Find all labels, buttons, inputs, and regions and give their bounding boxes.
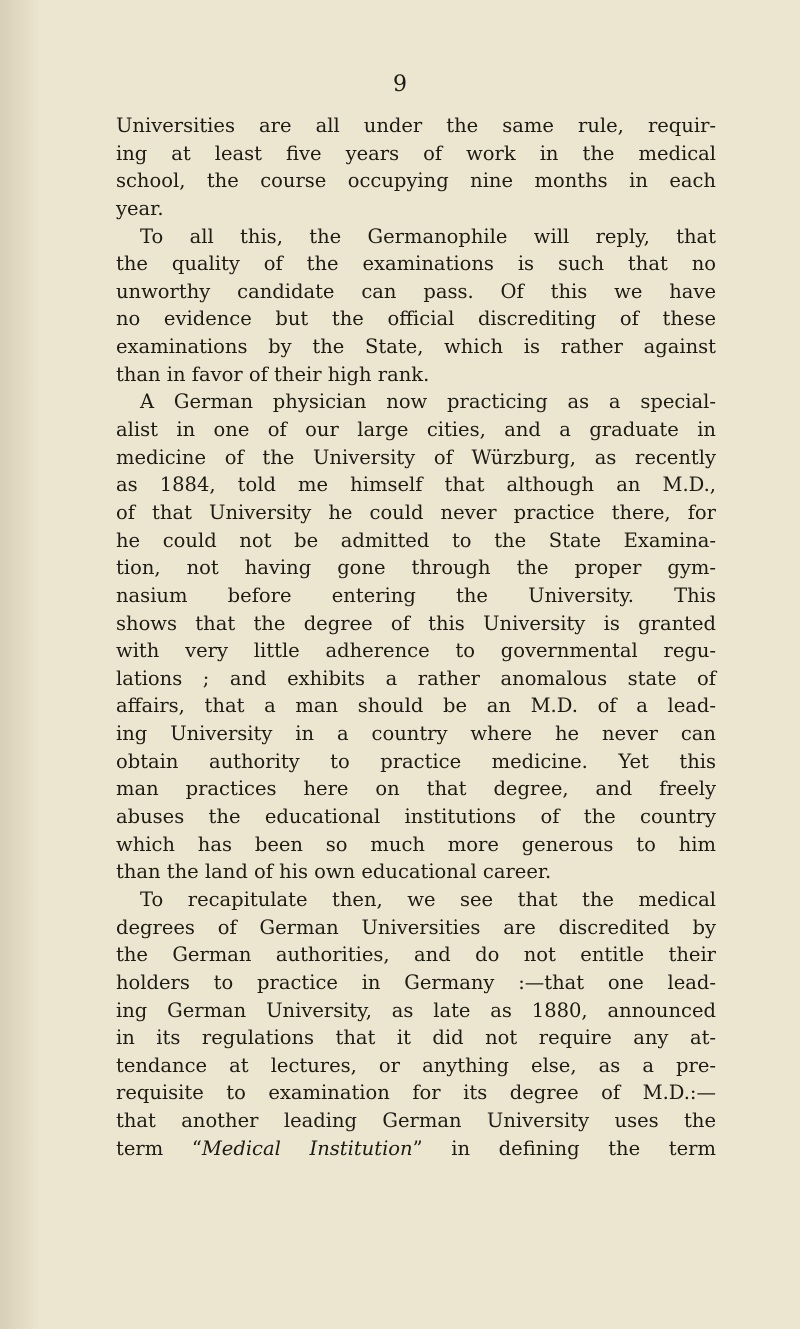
text-line: which has been so much more generous to him — [116, 832, 716, 856]
text-line: shows that the degree of this University is granted — [116, 611, 716, 635]
text-line: obtain authority to practice medicine. Yet this — [116, 749, 716, 773]
text-line: degrees of German Universities are discredited by — [116, 915, 716, 939]
text-line: ing University in a country where he never can — [116, 722, 716, 746]
text-line: Universities are all under the same rule, requir- — [116, 114, 716, 137]
italic-term: Medical Institution — [201, 1136, 413, 1160]
page-number: 9 — [393, 72, 407, 97]
text-line: of that University he could never practice there, for — [116, 500, 716, 524]
paragraph-start-line: To recapitulate then, we see that the medical — [140, 887, 716, 911]
text-line: affairs, that a man should be an M.D. of a lead- — [116, 694, 716, 718]
text-line: tendance at lectures, or anything else, as a pre- — [116, 1053, 716, 1077]
text-line: lations ; and exhibits a rather anomalous state of — [116, 666, 716, 690]
text-line: man practices here on that degree, and freely — [116, 777, 716, 801]
text-line: unworthy candidate can pass. Of this we have — [116, 279, 716, 303]
text-line: no evidence but the official discrediting of these — [116, 307, 716, 331]
text-segment: term “ — [116, 1136, 202, 1160]
paragraph-start-line: To all this, the Germanophile will reply, that — [140, 224, 716, 248]
text-line: the quality of the examinations is such that no — [116, 252, 716, 276]
text-line: that another leading German University uses the — [116, 1109, 716, 1133]
text-line: than the land of his own educational career. — [116, 860, 552, 884]
text-line: the German authorities, and do not entitle their — [116, 943, 716, 967]
text-line: tion, not having gone through the proper gym- — [116, 556, 716, 580]
body-text — [116, 112, 716, 1162]
text-line: ing German University, as late as 1880, announced — [116, 998, 716, 1022]
text-line: as 1884, told me himself that although an M.D., — [116, 473, 716, 497]
text-line: in its regulations that it did not require any at- — [116, 1026, 716, 1050]
text-line: holders to practice in Germany :—that one lead- — [116, 970, 716, 994]
text-line: medicine of the University of Würzburg, as recently — [116, 445, 716, 469]
text-line: nasium before entering the University. This — [116, 583, 716, 607]
text-line: ing at least five years of work in the medical — [116, 141, 716, 165]
text-line: school, the course occupying nine months in each — [116, 169, 716, 193]
text-line-with-italic — [116, 1135, 716, 1163]
text-line: requisite to examination for its degree of M.D.:— — [116, 1081, 716, 1105]
text-segment: ” in defining the term — [412, 1136, 716, 1160]
paragraph-start-line: A German physician now practicing as a special- — [140, 390, 716, 414]
text-line: alist in one of our large cities, and a graduate in — [116, 418, 716, 442]
text-line: than in favor of their high rank. — [116, 362, 430, 386]
text-line: examinations by the State, which is rather against — [116, 335, 716, 359]
text-line: year. — [116, 196, 164, 220]
text-line: abuses the educational institutions of the country — [116, 805, 716, 829]
text-line: with very little adherence to governmental regu- — [116, 639, 716, 663]
text-line: he could not be admitted to the State Examina- — [116, 528, 716, 552]
